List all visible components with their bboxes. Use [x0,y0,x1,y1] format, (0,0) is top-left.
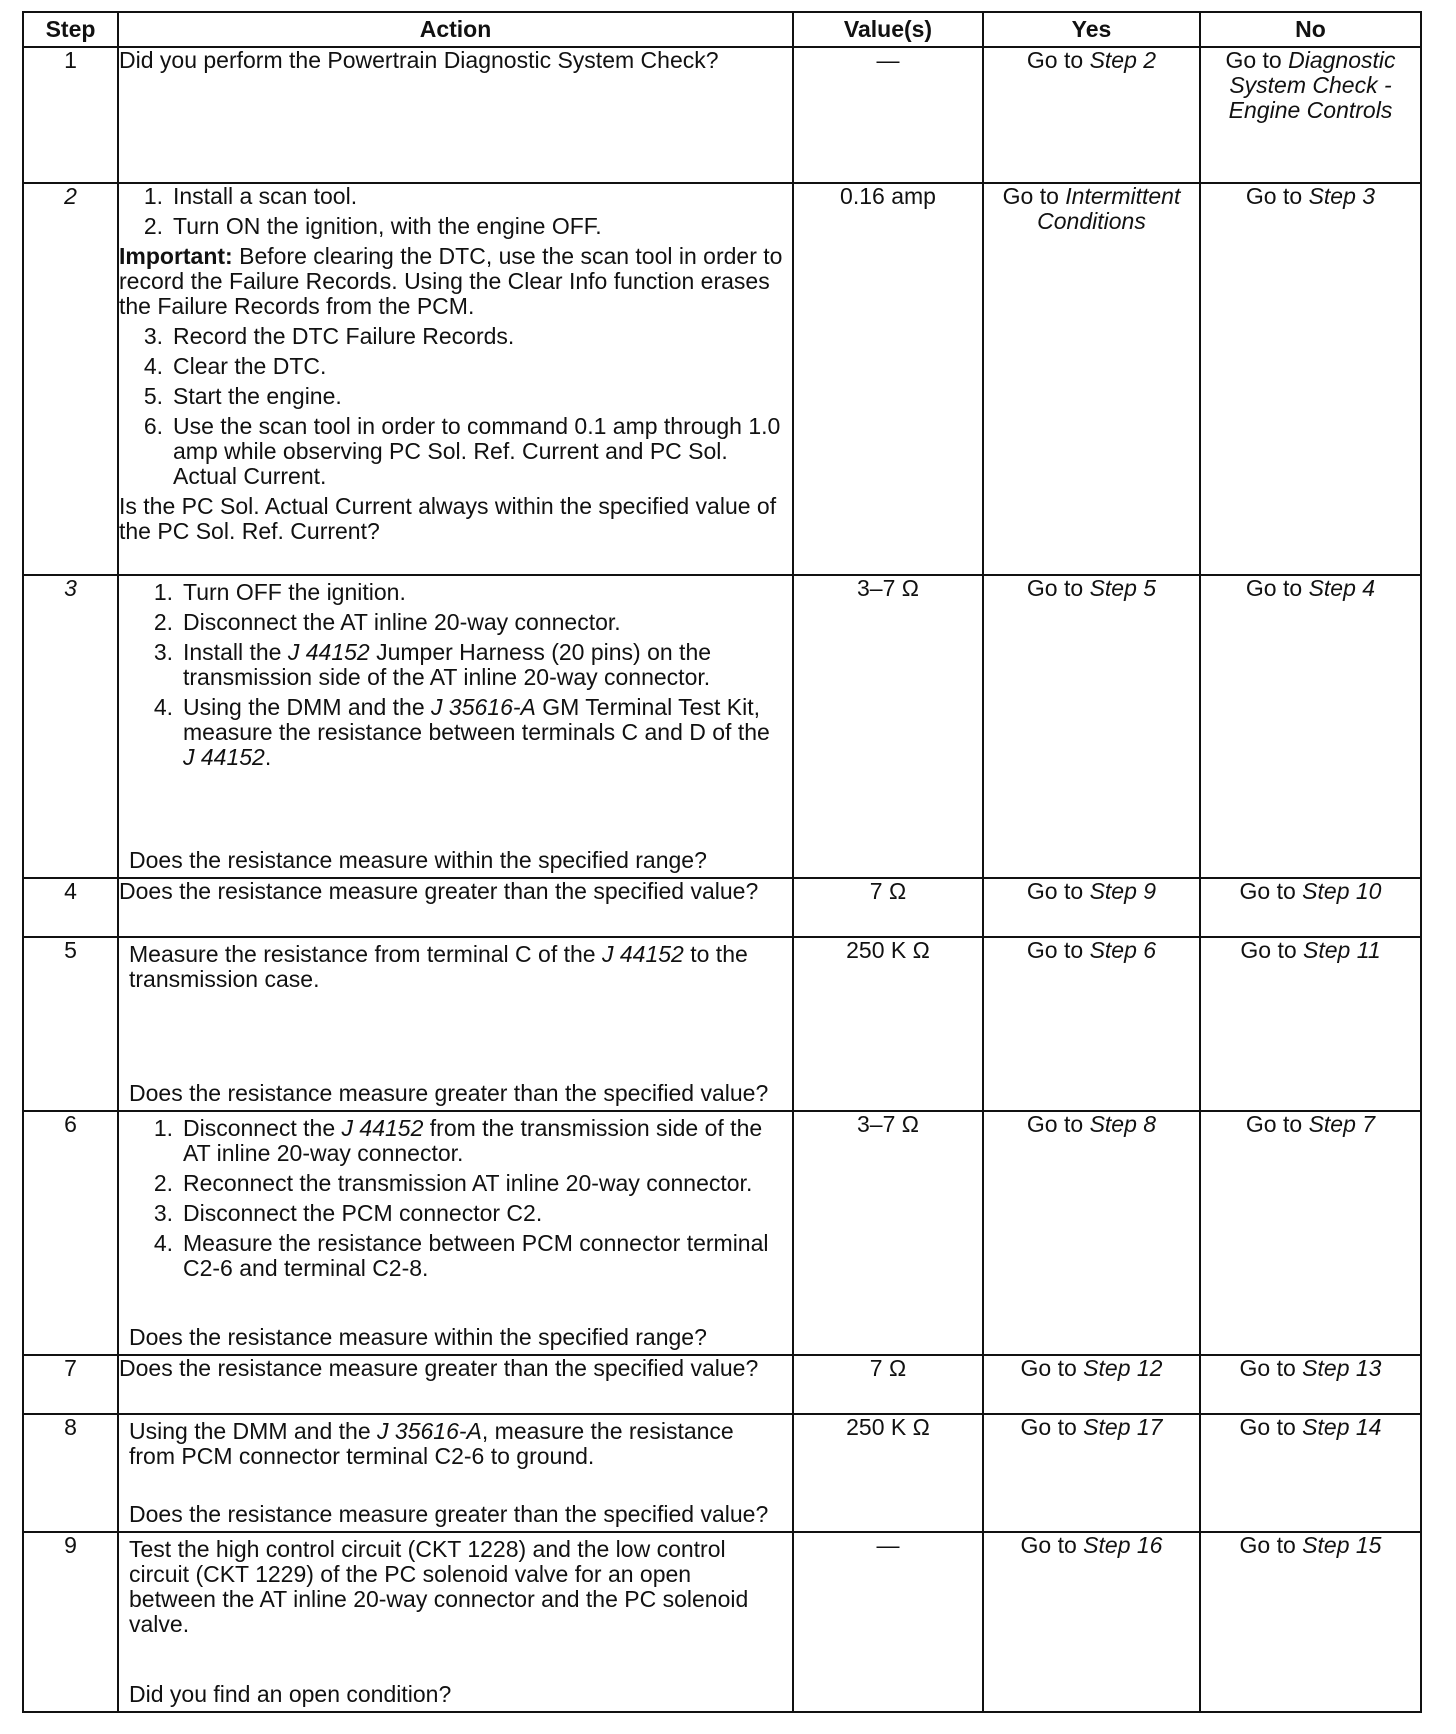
action-question: Does the resistance measure within the specified range? [129,1324,707,1350]
action-question: Did you perform the Powertrain Diagnostic System Check? [119,47,719,73]
table-row [23,1532,1421,1712]
table-row [23,1111,1421,1355]
substep: 4. Measure the resistance between PCM connector terminal C2-6 and terminal C2-8. [129,1231,782,1281]
action-cell [118,1414,793,1532]
substep-text: Install a scan tool. [173,183,358,209]
substep-text: Disconnect the AT inline 20-way connector. [183,609,621,635]
header-values: Value(s) [793,12,983,47]
yes-prefix: Go to [1020,1532,1084,1558]
value-cell: 3–7 Ω [793,575,983,878]
substep-text: Using the DMM and the J 35616-A GM Terminal Test Kit, measure the resistance between terminals C and D of the J 44152. [183,694,770,770]
no-prefix: Go to [1245,1111,1309,1137]
substep-text: Record the DTC Failure Records. [173,323,515,349]
tool-reference: J 44152 [287,639,370,665]
step-number: 5 [23,937,118,1111]
header-no: No [1200,12,1421,47]
header-action: Action [118,12,793,47]
action-cell [118,575,793,878]
action-question: Does the resistance measure greater than the specified value? [129,1501,769,1527]
table-row [23,183,1421,575]
no-prefix: Go to [1240,937,1304,963]
no-link[interactable]: Step 4 [1308,575,1376,601]
substep [119,354,792,379]
no-link[interactable]: Step 3 [1308,183,1376,209]
header-yes: Yes [983,12,1200,47]
substep: 3. Disconnect the PCM connector C2. [129,1201,782,1226]
substep-text: Clear the DTC. [173,353,327,379]
substep [119,214,792,239]
yes-cell [983,183,1200,575]
yes-cell [983,1111,1200,1355]
action-text: Test the high control circuit (CKT 1228) and the low control circuit (CKT 1229) of the PC solenoid valve for an open between the AT inline 20-way connector and the PC solenoid valve. [129,1536,749,1637]
substep-text: Disconnect the PCM connector C2. [183,1200,543,1226]
action-cell [118,1355,793,1414]
no-link[interactable]: Step 13 [1302,1355,1382,1381]
value-cell: — [793,47,983,183]
yes-cell [983,47,1200,183]
table-row [23,878,1421,937]
important-text: Before clearing the DTC, use the scan tool in order to record the Failure Records. Using the Clear Info function erases the Failure Records from the PCM. [119,243,783,319]
step-number: 8 [23,1414,118,1532]
action-cell [118,937,793,1111]
value-cell: 0.16 amp [793,183,983,575]
action-question: Does the resistance measure greater than the specified value? [119,878,759,904]
value-cell: 250 K Ω [793,937,983,1111]
no-prefix: Go to [1239,878,1303,904]
action-cell [118,1532,793,1712]
substep-text: Reconnect the transmission AT inline 20-way connector. [183,1170,753,1196]
tool-reference: J 35616-A [377,1418,482,1444]
substep [119,414,792,489]
table-row [23,47,1421,183]
no-cell [1200,1414,1421,1532]
substep-list [119,184,792,239]
substep: 4. Using the DMM and the J 35616-A GM Terminal Test Kit, measure the resistance between terminals C and D of the J 44152. [129,695,782,770]
no-link[interactable]: Step 11 [1303,937,1381,963]
no-link[interactable]: Step 7 [1308,1111,1376,1137]
yes-cell [983,878,1200,937]
substep: 3. Install the J 44152 Jumper Harness (20 pins) on the transmission side of the AT inline 20-way connector. [129,640,782,690]
value-cell: 7 Ω [793,878,983,937]
step-number: 2 [23,183,118,575]
yes-cell [983,937,1200,1111]
tool-reference: J 44152 [341,1115,424,1141]
substep: 1. Turn OFF the ignition. [129,580,782,605]
value-cell: 7 Ω [793,1355,983,1414]
yes-link[interactable]: Step 17 [1083,1414,1163,1440]
yes-prefix: Go to [1026,1111,1090,1137]
important-label: Important: [119,243,233,269]
substep [119,324,792,349]
substep-text: Turn ON the ignition, with the engine OFF. [173,213,602,239]
no-cell [1200,575,1421,878]
substep-text: Start the engine. [173,383,342,409]
yes-link[interactable]: Step 16 [1083,1532,1163,1558]
important-note [119,244,792,319]
yes-link[interactable]: Step 6 [1089,937,1157,963]
yes-link[interactable]: Step 2 [1089,47,1157,73]
yes-link[interactable]: Step 8 [1089,1111,1157,1137]
yes-cell [983,1355,1200,1414]
action-question: Does the resistance measure greater than the specified value? [119,1355,759,1381]
substep-text: Turn OFF the ignition. [183,579,406,605]
no-prefix: Go to [1239,1532,1303,1558]
table-row [23,575,1421,878]
yes-link[interactable]: Step 12 [1083,1355,1163,1381]
no-link[interactable]: Step 10 [1302,878,1382,904]
action-cell [118,878,793,937]
action-question: Did you find an open condition? [129,1681,452,1707]
no-cell [1200,937,1421,1111]
yes-prefix: Go to [1026,937,1090,963]
substep-text: Measure the resistance between PCM connector terminal C2-6 and terminal C2-8. [183,1230,769,1281]
substep: 2. Disconnect the AT inline 20-way connector. [129,610,782,635]
value-cell: 3–7 Ω [793,1111,983,1355]
step-number: 1 [23,47,118,183]
substep-number: 1. [143,183,163,209]
diagnostic-table-sheet [22,11,1420,1713]
no-cell [1200,1355,1421,1414]
step-number: 6 [23,1111,118,1355]
yes-prefix: Go to [1020,1414,1084,1440]
table-row [23,1355,1421,1414]
no-prefix: Go to [1245,575,1309,601]
action-question: Does the resistance measure greater than the specified value? [129,1080,769,1106]
header-row [23,12,1421,47]
substep-text: Install the J 44152 Jumper Harness (20 pins) on the transmission side of the AT inline 20-way connector. [183,639,712,690]
table-row [23,1414,1421,1532]
yes-link[interactable]: Step 9 [1089,878,1157,904]
step-number: 4 [23,878,118,937]
yes-cell [983,1532,1200,1712]
tool-reference: J 44152 [601,941,684,967]
table-row [23,937,1421,1111]
action-text: Using the DMM and the J 35616-A, measure the resistance from PCM connector terminal C2-6 to ground. [129,1418,734,1469]
no-link[interactable]: Diagnostic System Check - Engine Controls [1228,47,1396,123]
action-cell [118,47,793,183]
yes-link[interactable]: Intermittent Conditions [1037,183,1181,234]
diagnostic-table [22,11,1422,1713]
substep-list [129,1116,782,1286]
action-cell [118,1111,793,1355]
substep-number: 3. [143,323,163,349]
no-link[interactable]: Step 14 [1302,1414,1382,1440]
no-link[interactable]: Step 15 [1302,1532,1382,1558]
substep-text: Use the scan tool in order to command 0.1 amp through 1.0 amp while observing PC Sol. Ref. Current and PC Sol. Actual Current. [173,413,781,489]
tool-reference: J 44152 [183,744,265,770]
yes-link[interactable]: Step 5 [1089,575,1157,601]
substep-number: 6. [143,413,163,439]
step-number: 9 [23,1532,118,1712]
action-text: Measure the resistance from terminal C of the J 44152 to the transmission case. [129,941,748,992]
substep-number: 2. [143,213,163,239]
substep-list [129,580,782,775]
no-cell [1200,183,1421,575]
substep: 2. Reconnect the transmission AT inline 20-way connector. [129,1171,782,1196]
header-step: Step [23,12,118,47]
yes-prefix: Go to [1026,47,1090,73]
yes-prefix: Go to [1002,183,1066,209]
no-cell [1200,1111,1421,1355]
substep: 1. Disconnect the J 44152 from the transmission side of the AT inline 20-way connector. [129,1116,782,1166]
step-number: 7 [23,1355,118,1414]
substep-number: 4. [143,353,163,379]
no-cell [1200,878,1421,937]
yes-prefix: Go to [1026,575,1090,601]
value-cell: — [793,1532,983,1712]
substep [119,384,792,409]
no-prefix: Go to [1245,183,1309,209]
no-prefix: Go to [1239,1414,1303,1440]
yes-cell [983,1414,1200,1532]
action-cell [118,183,793,575]
action-question: Is the PC Sol. Actual Current always within the specified value of the PC Sol. Ref. Current? [119,493,777,544]
action-question: Does the resistance measure within the specified range? [129,847,707,873]
substep-number: 5. [143,383,163,409]
substep [119,184,792,209]
step-number: 3 [23,575,118,878]
value-cell: 250 K Ω [793,1414,983,1532]
no-cell [1200,47,1421,183]
substep-text: Disconnect the J 44152 from the transmission side of the AT inline 20-way connector. [183,1115,763,1166]
no-cell [1200,1532,1421,1712]
yes-prefix: Go to [1026,878,1090,904]
tool-reference: J 35616-A [431,694,536,720]
no-prefix: Go to [1239,1355,1303,1381]
substep-list [119,324,792,489]
yes-cell [983,575,1200,878]
no-prefix: Go to [1225,47,1289,73]
yes-prefix: Go to [1020,1355,1084,1381]
